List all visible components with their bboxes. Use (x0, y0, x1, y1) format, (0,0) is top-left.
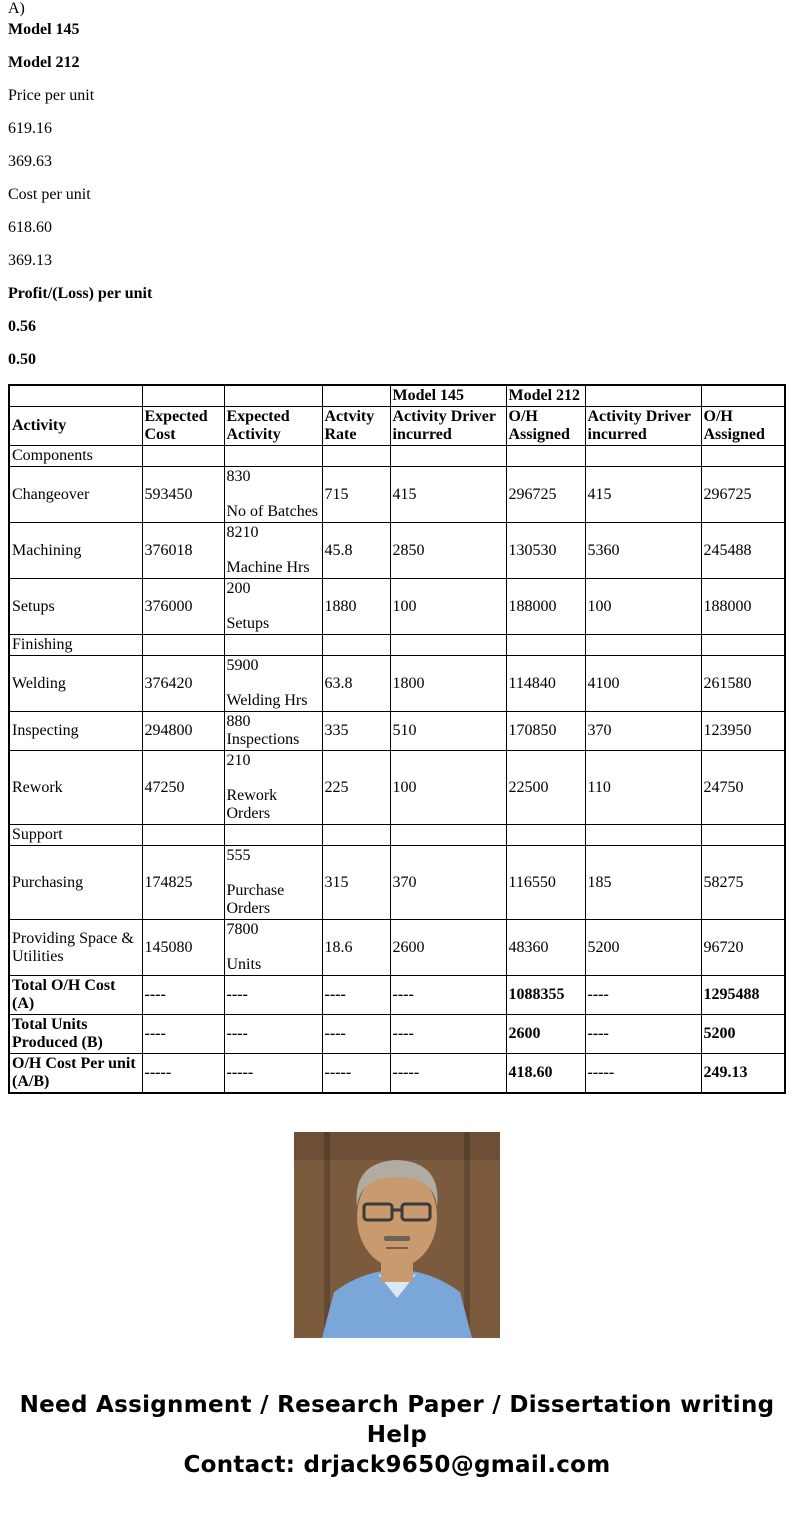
cell-activity: Inspecting (9, 712, 142, 751)
cell-m145-oh-assigned: 116550 (506, 846, 585, 920)
cell-empty (142, 635, 224, 656)
cell-expected-activity: 8210 Machine Hrs (224, 523, 322, 579)
cell-total-value-2: ---- (322, 976, 390, 1015)
cell-activity: Purchasing (9, 846, 142, 920)
cell-total-label: Total O/H Cost (A) (9, 976, 142, 1015)
cell-expected-cost: 376018 (142, 523, 224, 579)
cell-total-value-1: ---- (224, 1015, 322, 1054)
intro-paragraph: 369.63 (8, 153, 52, 170)
cell-activity: Components (9, 446, 142, 467)
total-row (9, 976, 785, 1015)
cell-m145-driver-incurred: 2850 (390, 523, 506, 579)
cell-empty (322, 635, 390, 656)
intro-paragraph: 369.13 (8, 252, 52, 269)
cell-total-value-5: ---- (585, 1015, 701, 1054)
column-header-cell: Expected Cost (142, 407, 224, 446)
cell-activity: Rework (9, 751, 142, 825)
cell-m212-oh-assigned: 245488 (701, 523, 785, 579)
cell-m212-driver-incurred: 185 (585, 846, 701, 920)
model-145-header: Model 145 (390, 385, 506, 407)
cell-empty (142, 385, 224, 407)
cell-total-value-2: ---- (322, 1015, 390, 1054)
intro-paragraphs (8, 21, 786, 369)
data-row (9, 656, 785, 712)
cell-empty (224, 385, 322, 407)
cell-expected-activity: 210 Rework Orders (224, 751, 322, 825)
section-row (9, 825, 785, 846)
cell-m145-oh-assigned: 48360 (506, 920, 585, 976)
data-row (9, 523, 785, 579)
cell-empty (701, 825, 785, 846)
cell-empty (322, 385, 390, 407)
cell-empty (142, 825, 224, 846)
cell-total-value-5: ----- (585, 1054, 701, 1094)
cell-activity: Welding (9, 656, 142, 712)
data-row (9, 579, 785, 635)
cell-expected-activity: 555 Purchase Orders (224, 846, 322, 920)
cell-expected-activity: 880 Inspections (224, 712, 322, 751)
photo-section (8, 1132, 786, 1338)
person-photo (294, 1132, 500, 1338)
cell-activity: Changeover (9, 467, 142, 523)
cell-activity: Machining (9, 523, 142, 579)
cell-total-value-5: ---- (585, 976, 701, 1015)
cell-m145-driver-incurred: 415 (390, 467, 506, 523)
cell-activity-rate: 18.6 (322, 920, 390, 976)
cell-activity-rate: 45.8 (322, 523, 390, 579)
cell-m145-driver-incurred: 370 (390, 846, 506, 920)
cell-activity: Providing Space & Utilities (9, 920, 142, 976)
cost-allocation-table (8, 384, 786, 1094)
cell-total-value-3: ----- (390, 1054, 506, 1094)
cell-empty (224, 635, 322, 656)
total-row (9, 1015, 785, 1054)
cell-m212-oh-assigned: 58275 (701, 846, 785, 920)
cell-m145-oh-assigned: 188000 (506, 579, 585, 635)
cell-expected-cost: 294800 (142, 712, 224, 751)
intro-paragraph: Price per unit (8, 87, 95, 104)
cell-total-label: O/H Cost Per unit (A/B) (9, 1054, 142, 1094)
cell-expected-activity: 830 No of Batches (224, 467, 322, 523)
column-header-cell: Activity (9, 407, 142, 446)
cell-expected-cost: 145080 (142, 920, 224, 976)
cell-expected-cost: 47250 (142, 751, 224, 825)
cell-expected-cost: 376000 (142, 579, 224, 635)
cell-total-label: Total Units Produced (B) (9, 1015, 142, 1054)
cell-total-value-3: ---- (390, 1015, 506, 1054)
intro-paragraph: 0.56 (8, 318, 36, 335)
cell-activity-rate: 315 (322, 846, 390, 920)
cell-empty (142, 446, 224, 467)
person-photo-image (294, 1132, 500, 1338)
data-row (9, 751, 785, 825)
intro-paragraph: 618.60 (8, 219, 52, 236)
cell-m212-driver-incurred: 4100 (585, 656, 701, 712)
cell-m212-driver-incurred: 5360 (585, 523, 701, 579)
section-row (9, 446, 785, 467)
cell-m212-oh-assigned: 296725 (701, 467, 785, 523)
cell-m145-oh-assigned: 130530 (506, 523, 585, 579)
cell-activity: Finishing (9, 635, 142, 656)
cell-empty (224, 446, 322, 467)
cell-m212-oh-assigned: 261580 (701, 656, 785, 712)
cell-total-value-0: ---- (142, 976, 224, 1015)
cell-total-value-6: 1295488 (701, 976, 785, 1015)
cell-activity-rate: 335 (322, 712, 390, 751)
cell-activity-rate: 1880 (322, 579, 390, 635)
cell-expected-cost: 376420 (142, 656, 224, 712)
data-row (9, 712, 785, 751)
intro-paragraph: Cost per unit (8, 186, 91, 203)
column-header-cell: Expected Activity (224, 407, 322, 446)
data-row (9, 920, 785, 976)
cell-empty (585, 446, 701, 467)
cell-total-value-1: ----- (224, 1054, 322, 1094)
cell-m145-oh-assigned: 296725 (506, 467, 585, 523)
cell-empty (585, 825, 701, 846)
cell-total-value-0: ---- (142, 1015, 224, 1054)
data-row (9, 467, 785, 523)
cell-activity-rate: 225 (322, 751, 390, 825)
column-header-row (9, 407, 785, 446)
intro-paragraph: 619.16 (8, 120, 52, 137)
model-header-row (9, 385, 785, 407)
cell-empty (585, 635, 701, 656)
cell-total-value-4: 1088355 (506, 976, 585, 1015)
cell-empty (701, 446, 785, 467)
intro-paragraph: Profit/(Loss) per unit (8, 285, 153, 302)
clipped-top-text: A) (8, 0, 25, 17)
cell-empty (506, 825, 585, 846)
cell-total-value-0: ----- (142, 1054, 224, 1094)
total-row (9, 1054, 785, 1094)
cell-activity: Support (9, 825, 142, 846)
cell-total-value-6: 249.13 (701, 1054, 785, 1094)
column-header-cell: O/H Assigned (701, 407, 785, 446)
cell-expected-activity: 7800 Units (224, 920, 322, 976)
column-header-cell: Activity Driver incurred (390, 407, 506, 446)
cell-empty (390, 635, 506, 656)
column-header-cell: O/H Assigned (506, 407, 585, 446)
cell-empty (224, 825, 322, 846)
cell-empty (701, 635, 785, 656)
contact-text: Contact: drjack9650@gmail.com (183, 1452, 611, 1478)
cell-total-value-4: 2600 (506, 1015, 585, 1054)
column-header-cell: Actvity Rate (322, 407, 390, 446)
cell-empty (506, 446, 585, 467)
cell-expected-activity: 200 Setups (224, 579, 322, 635)
intro-paragraph: Model 212 (8, 54, 80, 71)
cell-m212-driver-incurred: 100 (585, 579, 701, 635)
section-row (9, 635, 785, 656)
cell-m145-oh-assigned: 22500 (506, 751, 585, 825)
cell-expected-cost: 174825 (142, 846, 224, 920)
cell-m145-driver-incurred: 510 (390, 712, 506, 751)
cell-expected-cost: 593450 (142, 467, 224, 523)
cell-m145-oh-assigned: 170850 (506, 712, 585, 751)
cell-empty (506, 635, 585, 656)
help-text: Need Assignment / Research Paper / Dissertation writing Help (19, 1392, 775, 1448)
cell-activity-rate: 715 (322, 467, 390, 523)
model-212-header: Model 212 (506, 385, 585, 407)
data-row (9, 846, 785, 920)
cell-empty (322, 825, 390, 846)
cell-expected-activity: 5900 Welding Hrs (224, 656, 322, 712)
cell-total-value-3: ---- (390, 976, 506, 1015)
footer-ad (8, 1390, 786, 1480)
cell-m212-driver-incurred: 110 (585, 751, 701, 825)
cell-total-value-2: ----- (322, 1054, 390, 1094)
cell-activity-rate: 63.8 (322, 656, 390, 712)
cell-empty (390, 446, 506, 467)
cell-m145-driver-incurred: 2600 (390, 920, 506, 976)
cell-total-value-6: 5200 (701, 1015, 785, 1054)
cell-m212-driver-incurred: 5200 (585, 920, 701, 976)
cell-m145-driver-incurred: 100 (390, 751, 506, 825)
cell-m212-driver-incurred: 370 (585, 712, 701, 751)
cell-total-value-1: ---- (224, 976, 322, 1015)
cell-empty (701, 385, 785, 407)
cell-m145-driver-incurred: 1800 (390, 656, 506, 712)
cell-empty (390, 825, 506, 846)
cell-empty (322, 446, 390, 467)
cell-m212-oh-assigned: 123950 (701, 712, 785, 751)
cell-empty (9, 385, 142, 407)
cell-m212-oh-assigned: 24750 (701, 751, 785, 825)
cell-activity: Setups (9, 579, 142, 635)
cell-m145-oh-assigned: 114840 (506, 656, 585, 712)
column-header-cell: Activity Driver incurred (585, 407, 701, 446)
cell-m145-driver-incurred: 100 (390, 579, 506, 635)
intro-paragraph: 0.50 (8, 351, 36, 368)
cell-total-value-4: 418.60 (506, 1054, 585, 1094)
cell-m212-driver-incurred: 415 (585, 467, 701, 523)
cell-empty (585, 385, 701, 407)
intro-paragraph: Model 145 (8, 21, 80, 38)
table-body (9, 385, 785, 1093)
cell-m212-oh-assigned: 188000 (701, 579, 785, 635)
cell-m212-oh-assigned: 96720 (701, 920, 785, 976)
